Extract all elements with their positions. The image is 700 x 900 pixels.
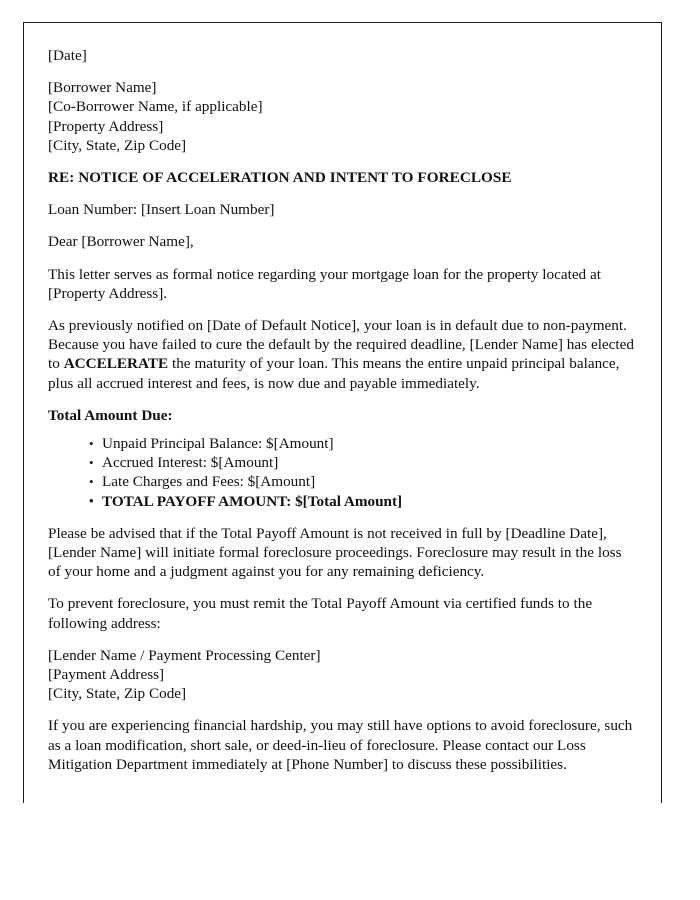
recipient-line-property-address: [Property Address] (48, 117, 164, 135)
recipient-line-borrower-name: [Borrower Name] (48, 79, 157, 97)
loan-number-line: Loan Number: [Insert Loan Number] (48, 201, 275, 219)
amount-due-list (48, 434, 634, 511)
acceleration-text-after: the maturity of your loan. This means the entire unpaid principal balance, plus all accrued interest and fees, is now due and payable immediately. (48, 355, 620, 392)
paragraph-foreclosure-warning: Please be advised that if the Total Payoff Amount is not received in full by [Deadline Date], [Lender Name] will initiate formal foreclosure proceedings. Foreclosure may result in the loss of your home and a judgment against you for any remaining deficiency. (48, 524, 622, 581)
payment-line-lender-name: [Lender Name / Payment Processing Center] (48, 646, 321, 664)
recipient-line-co-borrower-name: [Co-Borrower Name, if applicable] (48, 98, 263, 116)
list-item: • Unpaid Principal Balance: $[Amount] (89, 434, 634, 453)
recipient-address-block (48, 78, 634, 155)
paragraph-loss-mitigation: If you are experiencing financial hardship, you may still have options to avoid foreclosure, such as a loan modification, short sale, or deed-in-lieu of foreclosure. Please contact our Loss Mitigation Department immediately at [Phone Number] to discuss these possibilities. (48, 717, 633, 773)
total-amount-due-heading: Total Amount Due: (48, 406, 173, 424)
accelerate-emphasis: ACCELERATE (63, 355, 169, 373)
list-item-total-payoff: • TOTAL PAYOFF AMOUNT: $[Total Amount] (89, 492, 634, 511)
paragraph-acceleration-notice (48, 316, 634, 393)
date-line: [Date] (48, 47, 87, 64)
list-item: • Accrued Interest: $[Amount] (89, 453, 634, 472)
paragraph-notice-intro: This letter serves as formal notice regarding your mortgage loan for the property located at [Property Address]. (48, 265, 602, 302)
payment-line-address: [Payment Address] (48, 666, 165, 684)
subject-line: RE: NOTICE OF ACCELERATION AND INTENT TO FORECLOSE (48, 169, 512, 187)
list-item: • Late Charges and Fees: $[Amount] (89, 472, 634, 491)
document-body (48, 46, 634, 787)
payment-line-city-state-zip: [City, State, Zip Code] (48, 685, 187, 703)
salutation-line: Dear [Borrower Name], (48, 233, 194, 251)
acceleration-text-before: As previously notified on [Date of Default Notice], your loan is in default due to non-payment. Because you have failed to cure the default by the required deadline, [Lender Name] has elected to (48, 317, 634, 373)
payment-address-block (48, 646, 634, 704)
paragraph-remittance-instructions: To prevent foreclosure, you must remit the Total Payoff Amount via certified funds to the following address: (48, 595, 593, 632)
recipient-line-city-state-zip: [City, State, Zip Code] (48, 136, 187, 154)
document-page (23, 22, 662, 803)
